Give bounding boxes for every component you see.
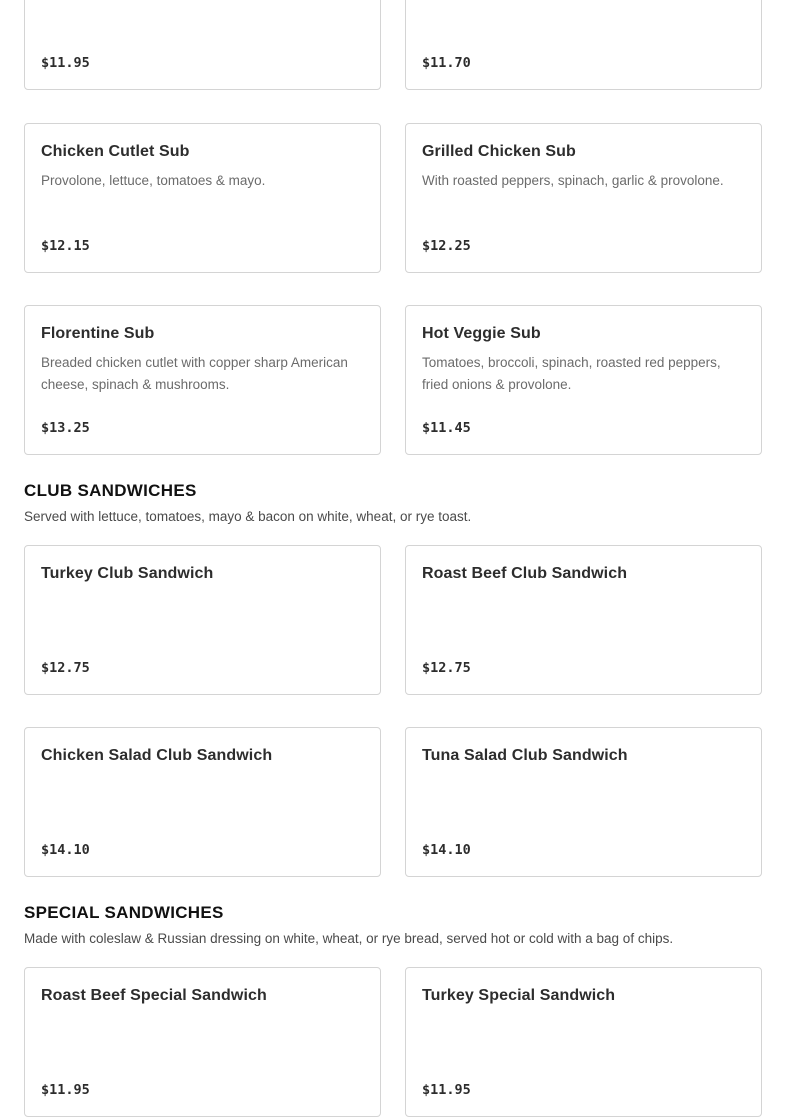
item-description: Provolone, lettuce, tomatoes & mayo. [41, 173, 266, 188]
item-price: $12.15 [41, 238, 90, 254]
menu-item-card[interactable] [405, 545, 762, 695]
item-name: Grilled Chicken Sub [422, 143, 576, 160]
item-name: Roast Beef Special Sandwich [41, 987, 267, 1004]
menu-item-card[interactable] [24, 123, 381, 273]
menu-item-card[interactable] [24, 305, 381, 455]
item-price: $11.95 [422, 1082, 471, 1098]
item-name: Florentine Sub [41, 325, 155, 342]
item-name: Roast Beef Club Sandwich [422, 565, 628, 582]
item-price: $11.70 [422, 55, 471, 71]
menu-item-card[interactable] [405, 123, 762, 273]
menu-item-card[interactable] [24, 967, 381, 1117]
menu-item-card[interactable] [405, 305, 762, 455]
item-description: Tomatoes, broccoli, spinach, roasted red peppers, fried onions & provolone. [422, 355, 721, 392]
item-name: Turkey Club Sandwich [41, 565, 214, 582]
item-name: Tuna Salad Club Sandwich [422, 747, 628, 764]
item-name: Hot Veggie Sub [422, 325, 541, 342]
section-title-special: SPECIAL SANDWICHES [24, 903, 224, 922]
item-name: Turkey Special Sandwich [422, 987, 616, 1004]
menu-item-card[interactable] [24, 545, 381, 695]
section-description-special: Made with coleslaw & Russian dressing on white, wheat, or rye bread, served hot or cold with a bag of chips. [24, 931, 674, 946]
menu-item-card[interactable] [24, 0, 381, 90]
menu-item-card[interactable] [405, 967, 762, 1117]
item-price: $14.10 [422, 842, 471, 858]
section-description-club: Served with lettuce, tomatoes, mayo & bacon on white, wheat, or rye toast. [24, 509, 472, 524]
item-price: $12.25 [422, 238, 471, 254]
menu-item-card[interactable] [24, 727, 381, 877]
menu-item-card[interactable] [405, 0, 762, 90]
item-description: Breaded chicken cutlet with copper sharp American cheese, spinach & mushrooms. [41, 355, 348, 392]
item-price: $11.95 [41, 55, 90, 71]
item-price: $12.75 [422, 660, 471, 676]
item-price: $12.75 [41, 660, 90, 676]
item-price: $11.45 [422, 420, 471, 436]
item-name: Chicken Cutlet Sub [41, 143, 190, 160]
section-title-club: CLUB SANDWICHES [24, 481, 197, 500]
item-price: $11.95 [41, 1082, 90, 1098]
menu-item-card[interactable] [405, 727, 762, 877]
item-description: With roasted peppers, spinach, garlic & provolone. [422, 173, 724, 188]
item-price: $14.10 [41, 842, 90, 858]
item-name: Chicken Salad Club Sandwich [41, 747, 273, 764]
item-price: $13.25 [41, 420, 90, 436]
